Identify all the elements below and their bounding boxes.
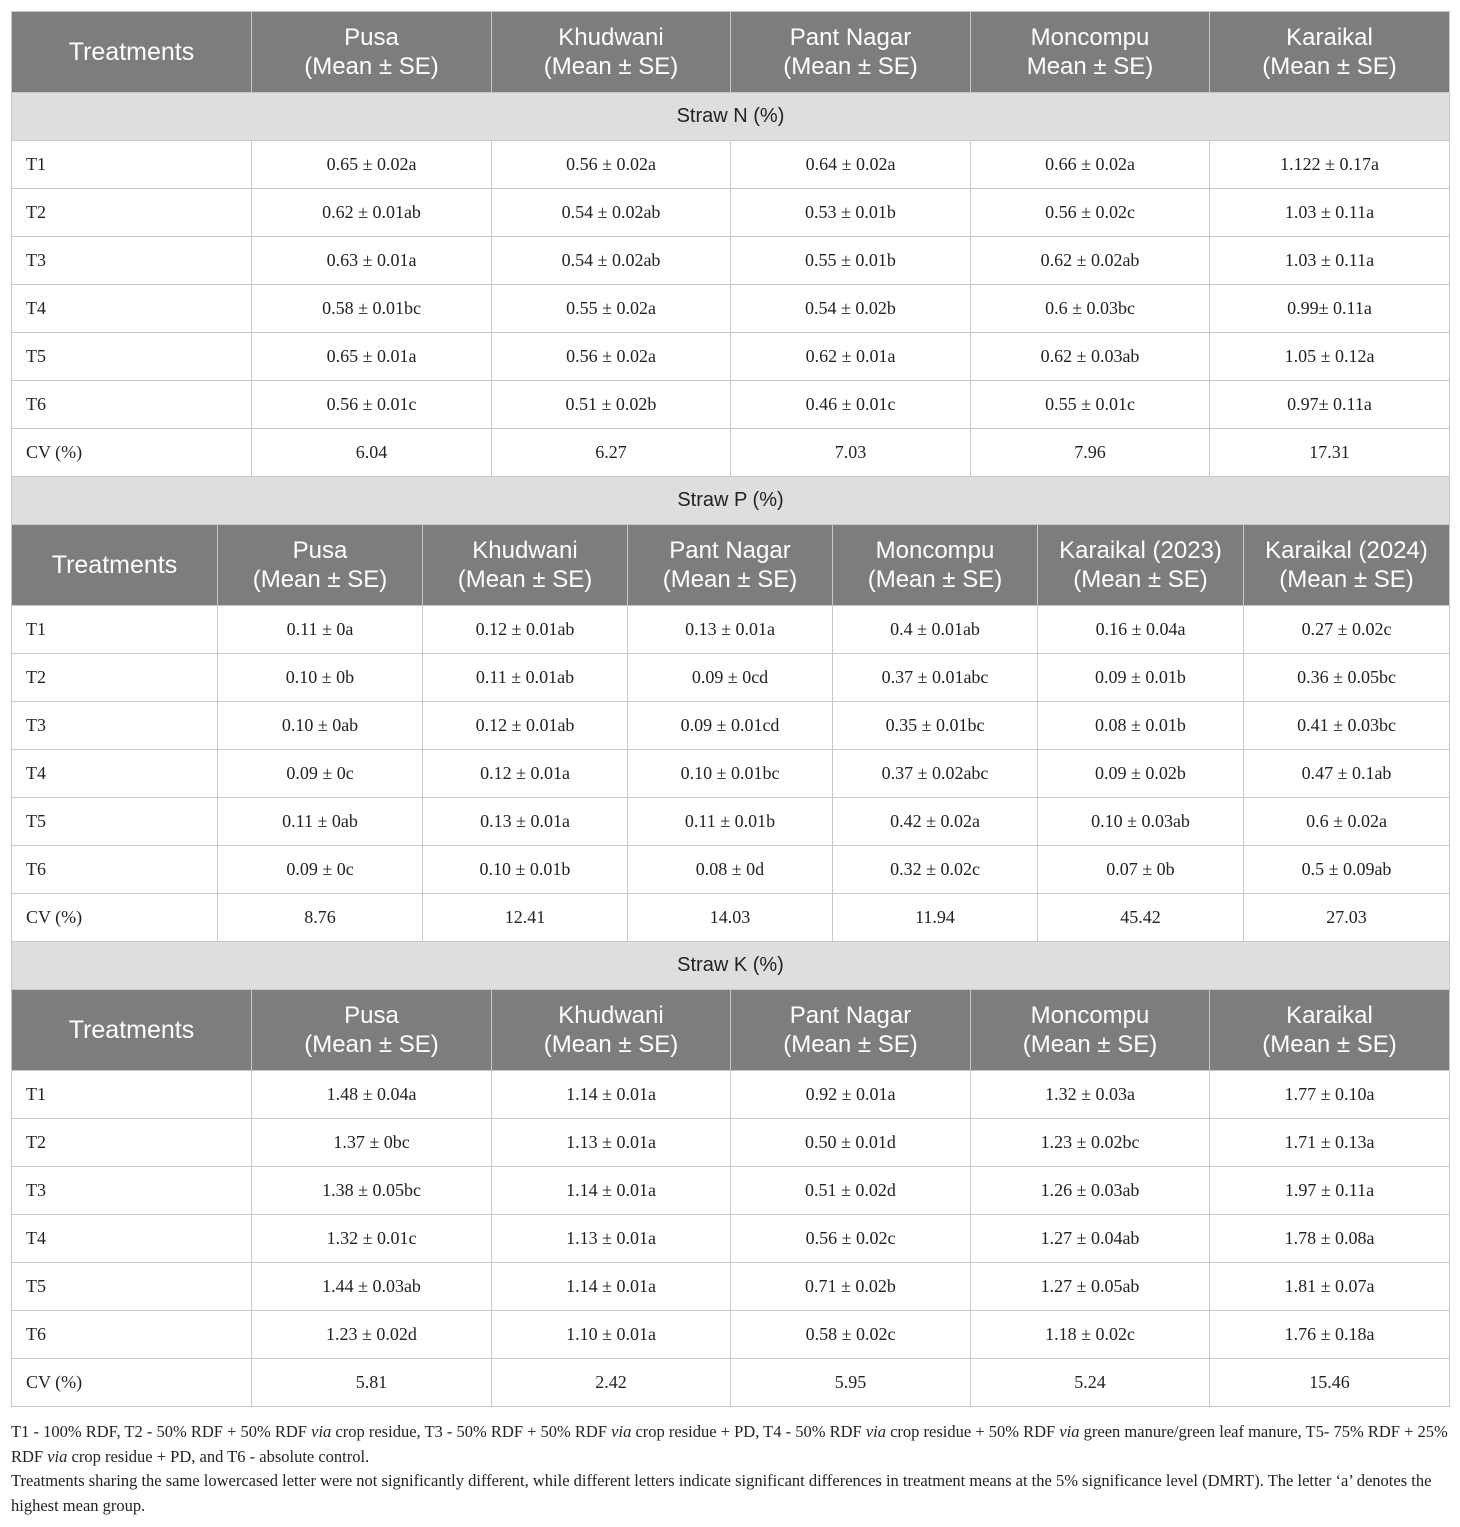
table-cell: 1.26 ± 0.03ab xyxy=(971,1167,1210,1215)
table-cell: T4 xyxy=(12,750,218,798)
table-cell: 1.03 ± 0.11a xyxy=(1210,237,1450,285)
table-cell: T5 xyxy=(12,798,218,846)
table-cell: T4 xyxy=(12,1215,252,1263)
table-cell: 1.71 ± 0.13a xyxy=(1210,1119,1450,1167)
table-cell: 0.54 ± 0.02ab xyxy=(492,189,731,237)
table-cell: 0.6 ± 0.02a xyxy=(1244,798,1450,846)
footnote-italic: via xyxy=(1059,1422,1080,1441)
header-pusa: Pusa (Mean ± SE) xyxy=(252,990,492,1071)
table-cell: T6 xyxy=(12,381,252,429)
table-cell: CV (%) xyxy=(12,1359,252,1407)
table-cell: 0.10 ± 0.01b xyxy=(423,846,628,894)
table-cell: 7.96 xyxy=(971,429,1210,477)
table-row xyxy=(12,381,1450,429)
header-pusa: Pusa (Mean ± SE) xyxy=(252,12,492,93)
header-treatments: Treatments xyxy=(12,525,218,606)
table-cell: CV (%) xyxy=(12,429,252,477)
table-cell: 0.92 ± 0.01a xyxy=(731,1071,971,1119)
table-cell: 0.10 ± 0b xyxy=(218,654,423,702)
table-cell: 0.08 ± 0.01b xyxy=(1038,702,1244,750)
footnote-italic: via xyxy=(311,1422,332,1441)
table-row xyxy=(12,1167,1450,1215)
table-cell: T3 xyxy=(12,702,218,750)
straw-k-table xyxy=(11,989,1450,1407)
table-cell: 0.41 ± 0.03bc xyxy=(1244,702,1450,750)
table-cell: 0.56 ± 0.02a xyxy=(492,333,731,381)
table-cell: T5 xyxy=(12,333,252,381)
table-cell: T6 xyxy=(12,846,218,894)
table-cell: 0.09 ± 0.02b xyxy=(1038,750,1244,798)
table-cell: 0.65 ± 0.01a xyxy=(252,333,492,381)
header-khudwani: Khudwani (Mean ± SE) xyxy=(423,525,628,606)
footnote-italic: via xyxy=(611,1422,632,1441)
table-cell: T1 xyxy=(12,1071,252,1119)
table-cell: 0.12 ± 0.01ab xyxy=(423,606,628,654)
table-row xyxy=(12,654,1450,702)
table-cell: 0.51 ± 0.02b xyxy=(492,381,731,429)
table-row xyxy=(12,1263,1450,1311)
table-cell: 0.10 ± 0.03ab xyxy=(1038,798,1244,846)
table-cell: T2 xyxy=(12,189,252,237)
table-cell: 0.56 ± 0.01c xyxy=(252,381,492,429)
table-row xyxy=(12,750,1450,798)
table-cell: 0.37 ± 0.02abc xyxy=(833,750,1038,798)
table-cell: 0.5 ± 0.09ab xyxy=(1244,846,1450,894)
footnote-text: crop residue + PD, T4 - 50% RDF xyxy=(631,1422,866,1441)
table-cell: 27.03 xyxy=(1244,894,1450,942)
table-cell: 0.51 ± 0.02d xyxy=(731,1167,971,1215)
table-cell: 1.32 ± 0.03a xyxy=(971,1071,1210,1119)
table-cell: 0.97± 0.11a xyxy=(1210,381,1450,429)
section-title-row xyxy=(12,942,1450,990)
table-cell: T1 xyxy=(12,141,252,189)
footnote-text: green manure/green leaf manure, T5- 75% RDF + 25% RDF xyxy=(11,1422,1448,1466)
table-cell: 0.11 ± 0.01ab xyxy=(423,654,628,702)
table-cell: 1.76 ± 0.18a xyxy=(1210,1311,1450,1359)
table-cell: 0.54 ± 0.02ab xyxy=(492,237,731,285)
footnote-significance: Treatments sharing the same lowercased letter were not significantly different, while different letters indicate significant differences in treatment means at the 5% significance level (DMRT). The letter ‘a’ denotes the highest mean group. xyxy=(11,1471,1432,1515)
table-cell: 0.16 ± 0.04a xyxy=(1038,606,1244,654)
table-row xyxy=(12,333,1450,381)
footnote-text: crop residue + PD, and T6 - absolute control. xyxy=(67,1446,370,1466)
table-cell: 0.55 ± 0.01c xyxy=(971,381,1210,429)
table-cell: 0.37 ± 0.01abc xyxy=(833,654,1038,702)
table-cell: 0.09 ± 0.01cd xyxy=(628,702,833,750)
table-cell: T3 xyxy=(12,1167,252,1215)
table-cell: 14.03 xyxy=(628,894,833,942)
table-cell: 1.23 ± 0.02d xyxy=(252,1311,492,1359)
table-row xyxy=(12,285,1450,333)
table-cell: 5.81 xyxy=(252,1359,492,1407)
table-cell: T4 xyxy=(12,285,252,333)
table-cell: 1.97 ± 0.11a xyxy=(1210,1167,1450,1215)
table-cell: 0.42 ± 0.02a xyxy=(833,798,1038,846)
header-karaikal: Karaikal (Mean ± SE) xyxy=(1210,990,1450,1071)
table-row xyxy=(12,846,1450,894)
table-cell: 11.94 xyxy=(833,894,1038,942)
table-cell: 0.6 ± 0.03bc xyxy=(971,285,1210,333)
table-cell: 0.09 ± 0c xyxy=(218,846,423,894)
table-cell: 0.11 ± 0.01b xyxy=(628,798,833,846)
header-khudwani: Khudwani (Mean ± SE) xyxy=(492,990,731,1071)
table-cell: 0.56 ± 0.02a xyxy=(492,141,731,189)
header-pant-nagar: Pant Nagar (Mean ± SE) xyxy=(628,525,833,606)
cv-row xyxy=(12,1359,1450,1407)
table-cell: 1.14 ± 0.01a xyxy=(492,1167,731,1215)
table-cell: 1.18 ± 0.02c xyxy=(971,1311,1210,1359)
section-title-straw-n: Straw N (%) xyxy=(12,93,1450,141)
table-cell: 0.46 ± 0.01c xyxy=(731,381,971,429)
table-cell: 0.32 ± 0.02c xyxy=(833,846,1038,894)
table-row xyxy=(12,1311,1450,1359)
data-table-container xyxy=(11,11,1449,1407)
header-pant-nagar: Pant Nagar (Mean ± SE) xyxy=(731,12,971,93)
table-cell: 1.27 ± 0.05ab xyxy=(971,1263,1210,1311)
table-cell: 1.23 ± 0.02bc xyxy=(971,1119,1210,1167)
header-pusa: Pusa (Mean ± SE) xyxy=(218,525,423,606)
table-cell: 0.07 ± 0b xyxy=(1038,846,1244,894)
table-cell: 1.81 ± 0.07a xyxy=(1210,1263,1450,1311)
footnote-text: T1 - 100% RDF, T2 - 50% RDF + 50% RDF xyxy=(11,1422,312,1441)
table-cell: T6 xyxy=(12,1311,252,1359)
straw-n-header-row xyxy=(12,12,1450,93)
table-cell: 0.10 ± 0ab xyxy=(218,702,423,750)
table-cell: 0.36 ± 0.05bc xyxy=(1244,654,1450,702)
table-cell: 0.62 ± 0.03ab xyxy=(971,333,1210,381)
table-cell: 0.56 ± 0.02c xyxy=(731,1215,971,1263)
table-cell: 8.76 xyxy=(218,894,423,942)
table-cell: 0.54 ± 0.02b xyxy=(731,285,971,333)
table-cell: 1.14 ± 0.01a xyxy=(492,1071,731,1119)
table-cell: 0.62 ± 0.01a xyxy=(731,333,971,381)
table-cell: 0.13 ± 0.01a xyxy=(423,798,628,846)
table-cell: 0.13 ± 0.01a xyxy=(628,606,833,654)
table-cell: 1.10 ± 0.01a xyxy=(492,1311,731,1359)
table-cell: 0.58 ± 0.02c xyxy=(731,1311,971,1359)
table-row xyxy=(12,1119,1450,1167)
table-cell: T3 xyxy=(12,237,252,285)
table-cell: 0.65 ± 0.02a xyxy=(252,141,492,189)
header-karaikal: Karaikal (Mean ± SE) xyxy=(1210,12,1450,93)
table-cell: T1 xyxy=(12,606,218,654)
straw-p-table xyxy=(11,524,1450,990)
table-cell: 1.78 ± 0.08a xyxy=(1210,1215,1450,1263)
section-title-straw-p: Straw P (%) xyxy=(12,477,1450,525)
table-cell: 1.03 ± 0.11a xyxy=(1210,189,1450,237)
table-cell: 0.11 ± 0a xyxy=(218,606,423,654)
table-cell: 1.05 ± 0.12a xyxy=(1210,333,1450,381)
table-cell: 0.55 ± 0.02a xyxy=(492,285,731,333)
table-cell: 0.10 ± 0.01bc xyxy=(628,750,833,798)
header-treatments: Treatments xyxy=(12,12,252,93)
table-cell: 0.12 ± 0.01a xyxy=(423,750,628,798)
table-cell: 0.4 ± 0.01ab xyxy=(833,606,1038,654)
table-row xyxy=(12,189,1450,237)
table-cell: 0.56 ± 0.02c xyxy=(971,189,1210,237)
table-cell: 1.77 ± 0.10a xyxy=(1210,1071,1450,1119)
table-cell: 0.08 ± 0d xyxy=(628,846,833,894)
section-title-row xyxy=(12,477,1450,525)
table-cell: 0.12 ± 0.01ab xyxy=(423,702,628,750)
header-karaikal-2024: Karaikal (2024) (Mean ± SE) xyxy=(1244,525,1450,606)
table-footnote xyxy=(11,1420,1453,1518)
header-moncompu: Moncompu (Mean ± SE) xyxy=(971,990,1210,1071)
table-cell: 0.62 ± 0.01ab xyxy=(252,189,492,237)
footnote-treatments xyxy=(11,1420,1453,1469)
straw-k-header-row xyxy=(12,990,1450,1071)
table-cell: 0.50 ± 0.01d xyxy=(731,1119,971,1167)
table-cell: 1.48 ± 0.04a xyxy=(252,1071,492,1119)
table-cell: 0.09 ± 0.01b xyxy=(1038,654,1244,702)
table-cell: 1.27 ± 0.04ab xyxy=(971,1215,1210,1263)
table-cell: 5.24 xyxy=(971,1359,1210,1407)
table-cell: 0.27 ± 0.02c xyxy=(1244,606,1450,654)
cv-row xyxy=(12,429,1450,477)
table-row xyxy=(12,798,1450,846)
footnote-text: crop residue, T3 - 50% RDF + 50% RDF xyxy=(331,1422,612,1441)
table-cell: 0.62 ± 0.02ab xyxy=(971,237,1210,285)
table-cell: T2 xyxy=(12,1119,252,1167)
header-karaikal-2023: Karaikal (2023) (Mean ± SE) xyxy=(1038,525,1244,606)
footnote-italic: via xyxy=(865,1422,886,1441)
table-cell: 6.04 xyxy=(252,429,492,477)
header-moncompu: Moncompu Mean ± SE) xyxy=(971,12,1210,93)
table-cell: 0.63 ± 0.01a xyxy=(252,237,492,285)
table-row xyxy=(12,237,1450,285)
table-row xyxy=(12,1071,1450,1119)
table-cell: 1.37 ± 0bc xyxy=(252,1119,492,1167)
cv-row xyxy=(12,894,1450,942)
section-title-row xyxy=(12,93,1450,141)
header-treatments: Treatments xyxy=(12,990,252,1071)
table-cell: CV (%) xyxy=(12,894,218,942)
straw-p-header-row xyxy=(12,525,1450,606)
header-khudwani: Khudwani (Mean ± SE) xyxy=(492,12,731,93)
table-cell: 1.44 ± 0.03ab xyxy=(252,1263,492,1311)
table-cell: 7.03 xyxy=(731,429,971,477)
table-cell: 1.13 ± 0.01a xyxy=(492,1215,731,1263)
table-cell: 15.46 xyxy=(1210,1359,1450,1407)
table-row xyxy=(12,606,1450,654)
footnote-italic: via xyxy=(47,1446,68,1466)
table-row xyxy=(12,702,1450,750)
table-cell: 0.11 ± 0ab xyxy=(218,798,423,846)
table-cell: 0.47 ± 0.1ab xyxy=(1244,750,1450,798)
section-title-straw-k: Straw K (%) xyxy=(12,942,1450,990)
table-cell: T5 xyxy=(12,1263,252,1311)
table-cell: 1.32 ± 0.01c xyxy=(252,1215,492,1263)
straw-n-table xyxy=(11,11,1450,525)
table-cell: 0.66 ± 0.02a xyxy=(971,141,1210,189)
table-cell: 1.122 ± 0.17a xyxy=(1210,141,1450,189)
table-cell: 45.42 xyxy=(1038,894,1244,942)
table-row xyxy=(12,1215,1450,1263)
table-cell: 0.99± 0.11a xyxy=(1210,285,1450,333)
table-cell: 6.27 xyxy=(492,429,731,477)
table-cell: 0.09 ± 0cd xyxy=(628,654,833,702)
header-moncompu: Moncompu (Mean ± SE) xyxy=(833,525,1038,606)
table-cell: 0.53 ± 0.01b xyxy=(731,189,971,237)
table-cell: 1.13 ± 0.01a xyxy=(492,1119,731,1167)
table-cell: 12.41 xyxy=(423,894,628,942)
table-row xyxy=(12,141,1450,189)
table-cell: 5.95 xyxy=(731,1359,971,1407)
table-cell: 1.38 ± 0.05bc xyxy=(252,1167,492,1215)
header-pant-nagar: Pant Nagar (Mean ± SE) xyxy=(731,990,971,1071)
table-cell: 17.31 xyxy=(1210,429,1450,477)
footnote-text: crop residue + 50% RDF xyxy=(885,1422,1060,1441)
table-cell: 0.71 ± 0.02b xyxy=(731,1263,971,1311)
table-cell: 1.14 ± 0.01a xyxy=(492,1263,731,1311)
table-cell: T2 xyxy=(12,654,218,702)
table-cell: 0.58 ± 0.01bc xyxy=(252,285,492,333)
table-cell: 0.55 ± 0.01b xyxy=(731,237,971,285)
table-cell: 0.09 ± 0c xyxy=(218,750,423,798)
table-cell: 0.64 ± 0.02a xyxy=(731,141,971,189)
table-cell: 0.35 ± 0.01bc xyxy=(833,702,1038,750)
table-cell: 2.42 xyxy=(492,1359,731,1407)
